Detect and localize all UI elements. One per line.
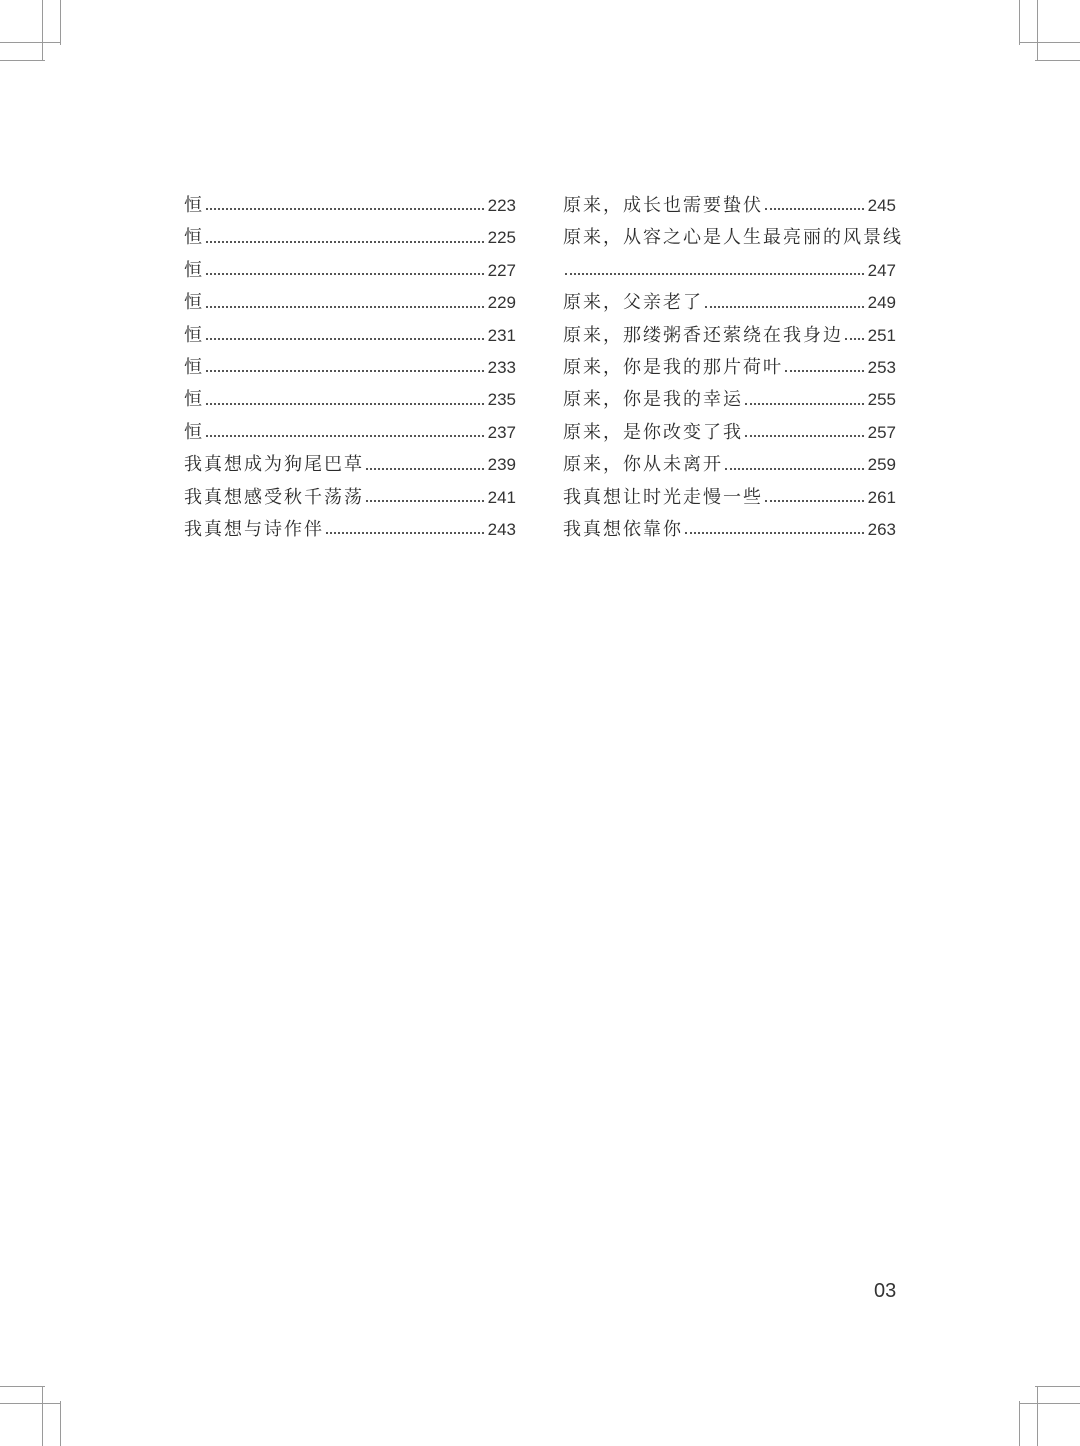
toc-entry[interactable]	[563, 384, 896, 416]
toc-entry-title: 原来，你从未离开	[563, 454, 723, 476]
toc-entry[interactable]	[563, 449, 896, 481]
crop-mark-top-right-h1	[1020, 42, 1080, 43]
toc-leader-dots	[765, 207, 864, 210]
toc-entry[interactable]	[563, 482, 896, 514]
toc-entry-page: 243	[487, 519, 516, 539]
toc-entry-title: 恒	[184, 292, 204, 314]
toc-entry[interactable]	[563, 222, 903, 254]
toc-leader-dots	[845, 337, 864, 340]
toc-leader-dots	[366, 467, 484, 470]
toc-right-column	[563, 190, 903, 546]
toc-entry[interactable]	[563, 320, 896, 352]
toc-entry-page: 261	[867, 487, 896, 507]
toc-entry-title: 原来，父亲老了	[563, 292, 703, 314]
toc-entry[interactable]	[563, 190, 896, 222]
toc-entry-title: 原来，你是我的幸运	[563, 389, 743, 411]
toc-entry-title: 恒	[184, 195, 204, 216]
toc-entry[interactable]	[563, 514, 896, 546]
toc-entry-title: 我真想依靠你	[563, 518, 683, 540]
toc-left-column	[184, 190, 516, 546]
toc-leader-dots	[725, 467, 864, 470]
toc-leader-dots	[206, 402, 484, 405]
toc-leader-dots	[565, 272, 864, 275]
toc-entry-page: 231	[487, 325, 516, 345]
crop-mark-top-left-h2	[0, 60, 45, 61]
toc-leader-dots	[705, 305, 864, 308]
toc-entry[interactable]	[184, 255, 516, 287]
toc-leader-dots	[206, 305, 484, 308]
toc-entry-page: 225	[487, 228, 516, 248]
toc-entry-title: 原来，你是我的那片荷叶	[563, 356, 783, 378]
toc-entry-title: 恒	[184, 259, 204, 281]
toc-entry-title: 恒	[184, 389, 204, 411]
toc-entry-title: 原来，那缕粥香还萦绕在我身边	[563, 324, 843, 346]
crop-mark-bottom-right-v2	[1019, 1401, 1020, 1446]
crop-mark-top-right-h2	[1035, 60, 1080, 61]
toc-entry-title: 恒	[184, 421, 204, 443]
toc-entry[interactable]	[184, 352, 516, 384]
crop-mark-bottom-left-v1	[42, 1386, 43, 1446]
toc-leader-dots	[206, 272, 484, 275]
toc-entry-page: 247	[867, 260, 896, 280]
toc-entry-title: 恒	[184, 356, 204, 378]
toc-entry[interactable]	[563, 352, 896, 384]
toc-entry[interactable]	[184, 222, 516, 254]
toc-entry[interactable]	[184, 384, 516, 416]
toc-leader-dots	[765, 499, 864, 502]
toc-entry-page: 263	[867, 519, 896, 539]
toc-entry[interactable]	[563, 287, 896, 319]
toc-leader-dots	[206, 434, 484, 437]
crop-mark-top-left-v2	[60, 0, 61, 45]
toc-entry-title: 原来，是你改变了我	[563, 421, 743, 443]
toc-entry-page: 257	[867, 422, 896, 442]
toc-leader-dots	[206, 207, 484, 210]
crop-mark-bottom-right-v1	[1037, 1386, 1038, 1446]
toc-entry-page: 245	[867, 196, 896, 215]
toc-entry-title: 原来，成长也需要蛰伏	[563, 195, 763, 216]
toc-entry-page: 229	[487, 293, 516, 313]
toc-entry[interactable]	[184, 482, 516, 514]
toc-entry-page: 237	[487, 422, 516, 442]
toc-entry[interactable]	[563, 417, 896, 449]
toc-entry[interactable]	[184, 190, 516, 222]
toc-entry-page: 249	[867, 293, 896, 313]
toc-entry-page: 255	[867, 390, 896, 410]
toc-entry-page: 241	[487, 487, 516, 507]
crop-mark-bottom-left-v2	[60, 1401, 61, 1446]
toc-entry-page: 227	[487, 260, 516, 280]
toc-entry[interactable]	[184, 514, 516, 546]
page-number: 03	[874, 1280, 897, 1302]
toc-entry-page: 223	[487, 196, 516, 215]
toc-entry-title: 我真想感受秋千荡荡	[184, 486, 364, 508]
toc-leader-dots	[745, 434, 864, 437]
crop-mark-top-left-h1	[0, 42, 60, 43]
toc-entry-title: 我真想成为狗尾巴草	[184, 454, 364, 476]
toc-entry-page: 259	[867, 455, 896, 475]
toc-entry-page: 239	[487, 455, 516, 475]
toc-entry-continuation[interactable]	[563, 255, 896, 287]
crop-mark-top-left-v1	[42, 0, 43, 60]
toc-entry-title: 恒	[184, 324, 204, 346]
toc-leader-dots	[206, 240, 484, 243]
toc-entry-title: 原来，从容之心是人生最亮丽的风景线	[563, 227, 903, 249]
toc-entry[interactable]	[184, 320, 516, 352]
crop-mark-bottom-left-h1	[0, 1403, 60, 1404]
toc-leader-dots	[326, 531, 484, 534]
crop-mark-bottom-right-h2	[1035, 1386, 1080, 1387]
crop-mark-top-right-v2	[1019, 0, 1020, 45]
toc-entry[interactable]	[184, 417, 516, 449]
toc-entry-title: 恒	[184, 227, 204, 249]
toc-leader-dots	[206, 369, 484, 372]
toc-entry-title: 我真想让时光走慢一些	[563, 486, 763, 508]
toc-leader-dots	[745, 402, 864, 405]
toc-entry-title: 我真想与诗作伴	[184, 518, 324, 540]
toc-entry[interactable]	[184, 449, 516, 481]
toc-leader-dots	[685, 531, 864, 534]
toc-entry-page: 253	[867, 357, 896, 377]
toc-entry-page: 251	[867, 325, 896, 345]
crop-mark-bottom-right-h1	[1020, 1403, 1080, 1404]
toc-leader-dots	[206, 337, 484, 340]
toc-entry-page: 235	[487, 390, 516, 410]
toc-entry[interactable]	[184, 287, 516, 319]
toc-entry-page: 233	[487, 357, 516, 377]
crop-mark-bottom-left-h2	[0, 1386, 45, 1387]
toc-leader-dots	[785, 369, 864, 372]
crop-mark-top-right-v1	[1037, 0, 1038, 60]
toc-leader-dots	[366, 499, 484, 502]
